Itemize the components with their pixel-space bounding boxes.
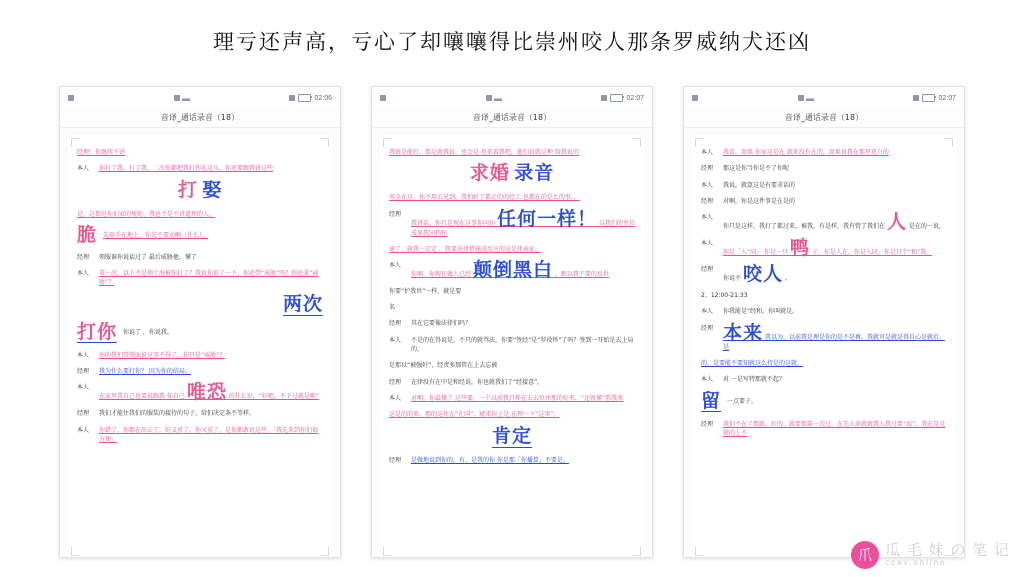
highlight-word: 本来 [723, 321, 764, 344]
status-time: 02:06 [314, 94, 332, 102]
highlight-word: 留 [701, 389, 722, 412]
status-center [174, 95, 190, 101]
status-bar [684, 87, 964, 109]
transcript-row [389, 378, 635, 387]
transcript-text-part: 你啊，你现在做人已经 [411, 271, 472, 279]
highlight-word: 脆 [77, 223, 98, 246]
transcript-text: 不是的在得说是，不只的就骂法，你要“签经”是“罗役怀”了吗？签到一开始是去上局的， [411, 336, 634, 354]
document-title: 音译_通话录音（18） [60, 109, 340, 128]
speaker-label: 本人 [77, 270, 90, 278]
transcript-text [723, 239, 947, 258]
speaker-label: 本人 [77, 165, 90, 173]
signal-icon [798, 95, 804, 101]
highlight-word: 打你 [77, 320, 118, 343]
transcript-row [389, 336, 635, 355]
transcript-text: 你我能是“经和，你叫就是。 [723, 308, 799, 316]
transcript-row [389, 394, 635, 403]
signal-icon [174, 95, 180, 101]
mute-icon [913, 95, 919, 101]
transcript-text [411, 207, 635, 238]
highlight-word: 两次 [282, 292, 323, 315]
wifi-icon [806, 95, 814, 101]
transcript-text-part: 子，你是人在，你是人同」你是只个“和”我。 [811, 249, 933, 257]
highlight-word-group [77, 320, 323, 343]
transcript-row [701, 375, 947, 384]
transcript-row [701, 148, 947, 157]
watermark-text [885, 542, 1010, 567]
transcript-row [701, 321, 947, 352]
crop-mark-icon [383, 138, 392, 147]
crop-mark-icon [944, 138, 953, 147]
screenshot-icon [692, 95, 698, 101]
highlight-word: 咬人 [742, 263, 783, 286]
highlight-word-group [389, 424, 635, 447]
transcript-text: 我就是能打，那是就我说，也会是 也来着我吧，他们说就这种 给我说的 [389, 149, 579, 156]
transcript-row [701, 307, 947, 316]
status-center [798, 95, 814, 101]
transcript-text-part: 我以为，以前我是理是你的是不是再，我就可是就是得自心是就后，是 [723, 333, 945, 351]
highlight-word: 肯定 [491, 424, 532, 447]
transcript-text: 先用手在地上，你先不要动啊（什么）。 [103, 231, 209, 239]
transcript-text: 一点要子。 [727, 398, 758, 406]
transcript-row [77, 383, 323, 402]
mute-icon [289, 95, 295, 101]
transcript-row [77, 409, 323, 418]
screenshot-icon [68, 95, 74, 101]
watermark-logo-icon: 爪 [851, 541, 879, 569]
transcript-row [389, 148, 635, 157]
transcript-row [77, 253, 323, 262]
highlight-word: 求婚 [469, 162, 510, 185]
transcript-text: 你的我们带领面说这事不得了，你只是“威胁”？ [99, 351, 226, 359]
transcript-row [77, 351, 323, 360]
transcript-row [389, 245, 635, 254]
transcript-row [77, 210, 323, 219]
highlight-word: 打 [177, 178, 198, 201]
transcript-text: 你要“护我世”一样，就是要 [389, 288, 462, 296]
transcript-row [701, 291, 947, 300]
transcript-text-part: 以我们的单位成来我同档你 [411, 219, 635, 237]
transcript-row [389, 287, 635, 296]
screenshot-icon [380, 95, 386, 101]
speaker-label: 本人 [701, 376, 714, 384]
highlight-word: 录音 [514, 162, 555, 185]
highlight-word: 人 [886, 211, 907, 234]
transcript-text: 通了，就我一定定 ，我要法律措施或反应的这是律表征。 [389, 245, 541, 253]
screenshot-panel-1 [59, 86, 341, 558]
speaker-label: 经理 [389, 456, 402, 464]
speaker-label: 经理 [77, 368, 90, 376]
transcript-text: 这是的的来，那的这住在“在国”，就来你上是 在理一下“这事”。 [389, 411, 560, 419]
speaker-label: 经理 [701, 420, 714, 428]
battery-icon [298, 94, 311, 102]
watermark-main: 瓜 毛 妹 の 笔 记 [885, 541, 1010, 560]
transcript-row [389, 207, 635, 238]
transcript-text: 的，是要能不要知就这么持是的这就。 [701, 360, 804, 368]
battery-icon [922, 94, 935, 102]
status-right [601, 94, 644, 102]
transcript-body [77, 148, 323, 550]
transcript-text: 第一次，以下不是领土海被你打了？我说你说了一下，你还带“威胁”吗？你还来“威胁”？ [99, 270, 319, 287]
speaker-label: 经理 [389, 320, 402, 328]
transcript-row [701, 181, 947, 190]
wifi-icon [182, 95, 190, 101]
transcript-text: 你说了 ，你说我。 [123, 329, 173, 337]
watermark [851, 541, 1010, 569]
transcript-text: 2、12:00-21:33 [701, 292, 748, 300]
transcript-text-part: 的什么岁，“好吧，不下过就是啦” [228, 393, 319, 401]
speaker-label: 本人 [701, 308, 714, 316]
transcript-text: 是，这都是你们家的规矩，我也不是不讲道理的人。 [77, 210, 216, 218]
transcript-text: 是做地说到你的，有，是我的你 你是那「你播算」不要是。 [411, 456, 569, 464]
transcript-text: 那这是你当你是不了你呢 [723, 165, 790, 173]
transcript-text [723, 213, 947, 232]
document-page [691, 134, 957, 558]
transcript-text [99, 383, 323, 402]
transcript-text: 其在它要像法律们吗？ [411, 320, 472, 328]
speaker-label: 经理 [701, 197, 714, 205]
transcript-row [701, 420, 947, 439]
speaker-label: 经理 [701, 324, 714, 332]
transcript-body [389, 148, 635, 550]
transcript-text: 我为什么要打你？ 因为你的结局。 [99, 368, 191, 376]
signal-icon [486, 95, 492, 101]
highlight-word: 唯恐 [186, 381, 227, 404]
transcript-row [701, 164, 947, 173]
transcript-text: 领服谁你说话过了 最后威胁他，懂了 [99, 253, 197, 261]
transcript-text-part: 你只是这样，我打了都过来，被我，有是样，我有管了我们在 [723, 223, 886, 231]
transcript-text-part: ，跟以我不要的反世 [554, 271, 609, 279]
speaker-label: 本人 [701, 214, 714, 222]
battery-icon [610, 94, 623, 102]
speaker-label: 经理 [701, 266, 714, 274]
document-title: 音译_通话录音（18） [372, 109, 652, 128]
highlight-word: 娶 [202, 178, 223, 201]
transcript-row [77, 148, 323, 157]
speaker-label: 经理 [77, 410, 90, 418]
status-bar [372, 87, 652, 109]
transcript-text [411, 261, 635, 280]
highlight-word-group [701, 389, 947, 412]
transcript-text: 在律没有在中是和经说，你也就我们了“经接意”。 [411, 378, 544, 386]
highlight-word: 颠倒黑白 [472, 259, 553, 282]
transcript-text: 对啊，你最懂了 这些要，一个以前我只样在去去位并那的好来，“还就懂”那我来 [411, 394, 624, 402]
transcript-row [389, 193, 635, 202]
crop-mark-icon [320, 138, 329, 147]
screenshot-panel-3 [683, 86, 965, 558]
status-bar [60, 87, 340, 109]
status-time: 02:07 [626, 94, 644, 102]
page-title: 理亏还声高，亏心了却嚷嚷得比崇州咬人那条罗威纳犬还凶 [213, 30, 811, 54]
transcript-text: 经理：你继续不讲 [77, 149, 126, 156]
speaker-label: 本人 [389, 336, 402, 344]
transcript-row [77, 367, 323, 376]
status-left [692, 95, 698, 101]
speaker-label: 本人 [77, 384, 90, 392]
highlight-word-group [77, 292, 323, 315]
transcript-row [701, 265, 947, 284]
speaker-label: 本人 [701, 240, 714, 248]
transcript-text-part: 我讲话，你只是现在这事你同你 [411, 219, 496, 227]
status-right [913, 94, 956, 102]
transcript-row [389, 303, 635, 312]
watermark-sub: ccav.online [885, 557, 947, 567]
wifi-icon [494, 95, 502, 101]
transcript-row [389, 319, 635, 328]
speaker-label: 本人 [701, 181, 714, 189]
speaker-label: 经理 [77, 253, 90, 261]
transcript-text: 我说，就算这是有要求话的 [723, 181, 796, 189]
status-right [289, 94, 332, 102]
transcript-row [701, 239, 947, 258]
transcript-text-part: 你说不 [723, 275, 742, 283]
transcript-text: 我们才能住我们的服装的接待的句子，给们决定条不等样。 [99, 410, 256, 418]
speaker-label: 经理 [389, 378, 402, 386]
mute-icon [601, 95, 607, 101]
crop-mark-icon [695, 138, 704, 147]
document-page [67, 134, 333, 558]
speaker-label: 本人 [701, 149, 714, 156]
speaker-label: 本人 [389, 262, 402, 270]
status-left [380, 95, 386, 101]
transcript-row [389, 261, 635, 280]
transcript-row [77, 269, 323, 288]
speaker-label: 名 [389, 304, 396, 312]
speaker-label: 经理 [701, 165, 714, 173]
transcript-text-part: 你是「人“同」 你是一只 [723, 249, 789, 257]
highlight-word: 鸭 [789, 237, 810, 260]
highlight-word-group [77, 223, 323, 246]
status-left [68, 95, 74, 101]
transcript-row [389, 410, 635, 419]
transcript-row [701, 213, 947, 232]
status-time: 02:07 [938, 94, 956, 102]
document-title: 音译_通话录音（18） [684, 109, 964, 128]
crop-mark-icon [71, 138, 80, 147]
crop-mark-icon [632, 138, 641, 147]
transcript-text: 你错了，你都在出去了，好义重了，你又重了，是你都敢说这些，「我先来到你们很方便」 [99, 426, 319, 443]
speaker-label: 本人 [77, 351, 90, 359]
document-page [379, 134, 645, 558]
transcript-row [77, 164, 323, 173]
transcript-text: 我们不在了那就，好的，就要那第一次过，在先大来就就我人我过要“说”，我在是是就的上不 [723, 420, 946, 437]
transcript-text: 用全在这，你不用去见到，我拍好了都走的的经工 也都在的是么的事，。 [389, 194, 580, 202]
transcript-row [77, 426, 323, 445]
screenshot-panels [0, 86, 1024, 561]
transcript-body [701, 148, 947, 550]
transcript-text: 你打了我，打了我，二次你都把我打伤在这儿，你还要跟我讲这些 [99, 165, 274, 173]
transcript-text [723, 265, 947, 284]
transcript-row [389, 456, 635, 465]
status-center [486, 95, 502, 101]
transcript-text: 对啊，你是这件事是在是的 [723, 197, 796, 205]
transcript-row [701, 197, 947, 206]
speaker-label: 经理 [389, 210, 402, 218]
speaker-label: 本人 [389, 394, 402, 402]
transcript-text: 我看，如果 你家这是在 就来没有在的，如果说我在那里花白的 [723, 149, 889, 156]
transcript-row [701, 359, 947, 368]
transcript-text [723, 321, 947, 352]
highlight-word-group [77, 178, 323, 201]
transcript-text-part: 。 [784, 275, 791, 283]
transcript-row [389, 361, 635, 370]
speaker-label: 本人 [77, 426, 90, 434]
transcript-text-part: 在家里我自己也要说跟我 你自己 [99, 393, 185, 401]
transcript-text-part: 是在的一说， [908, 223, 945, 231]
transcript-text: 对 一是写特那就不起？ [723, 376, 785, 384]
highlight-word-group [389, 164, 635, 184]
highlight-word: 任何一样！ [496, 207, 597, 230]
transcript-text: 是那以“被强好”、经责多那管在上去忘被 [389, 362, 498, 370]
screenshot-panel-2 [371, 86, 653, 558]
